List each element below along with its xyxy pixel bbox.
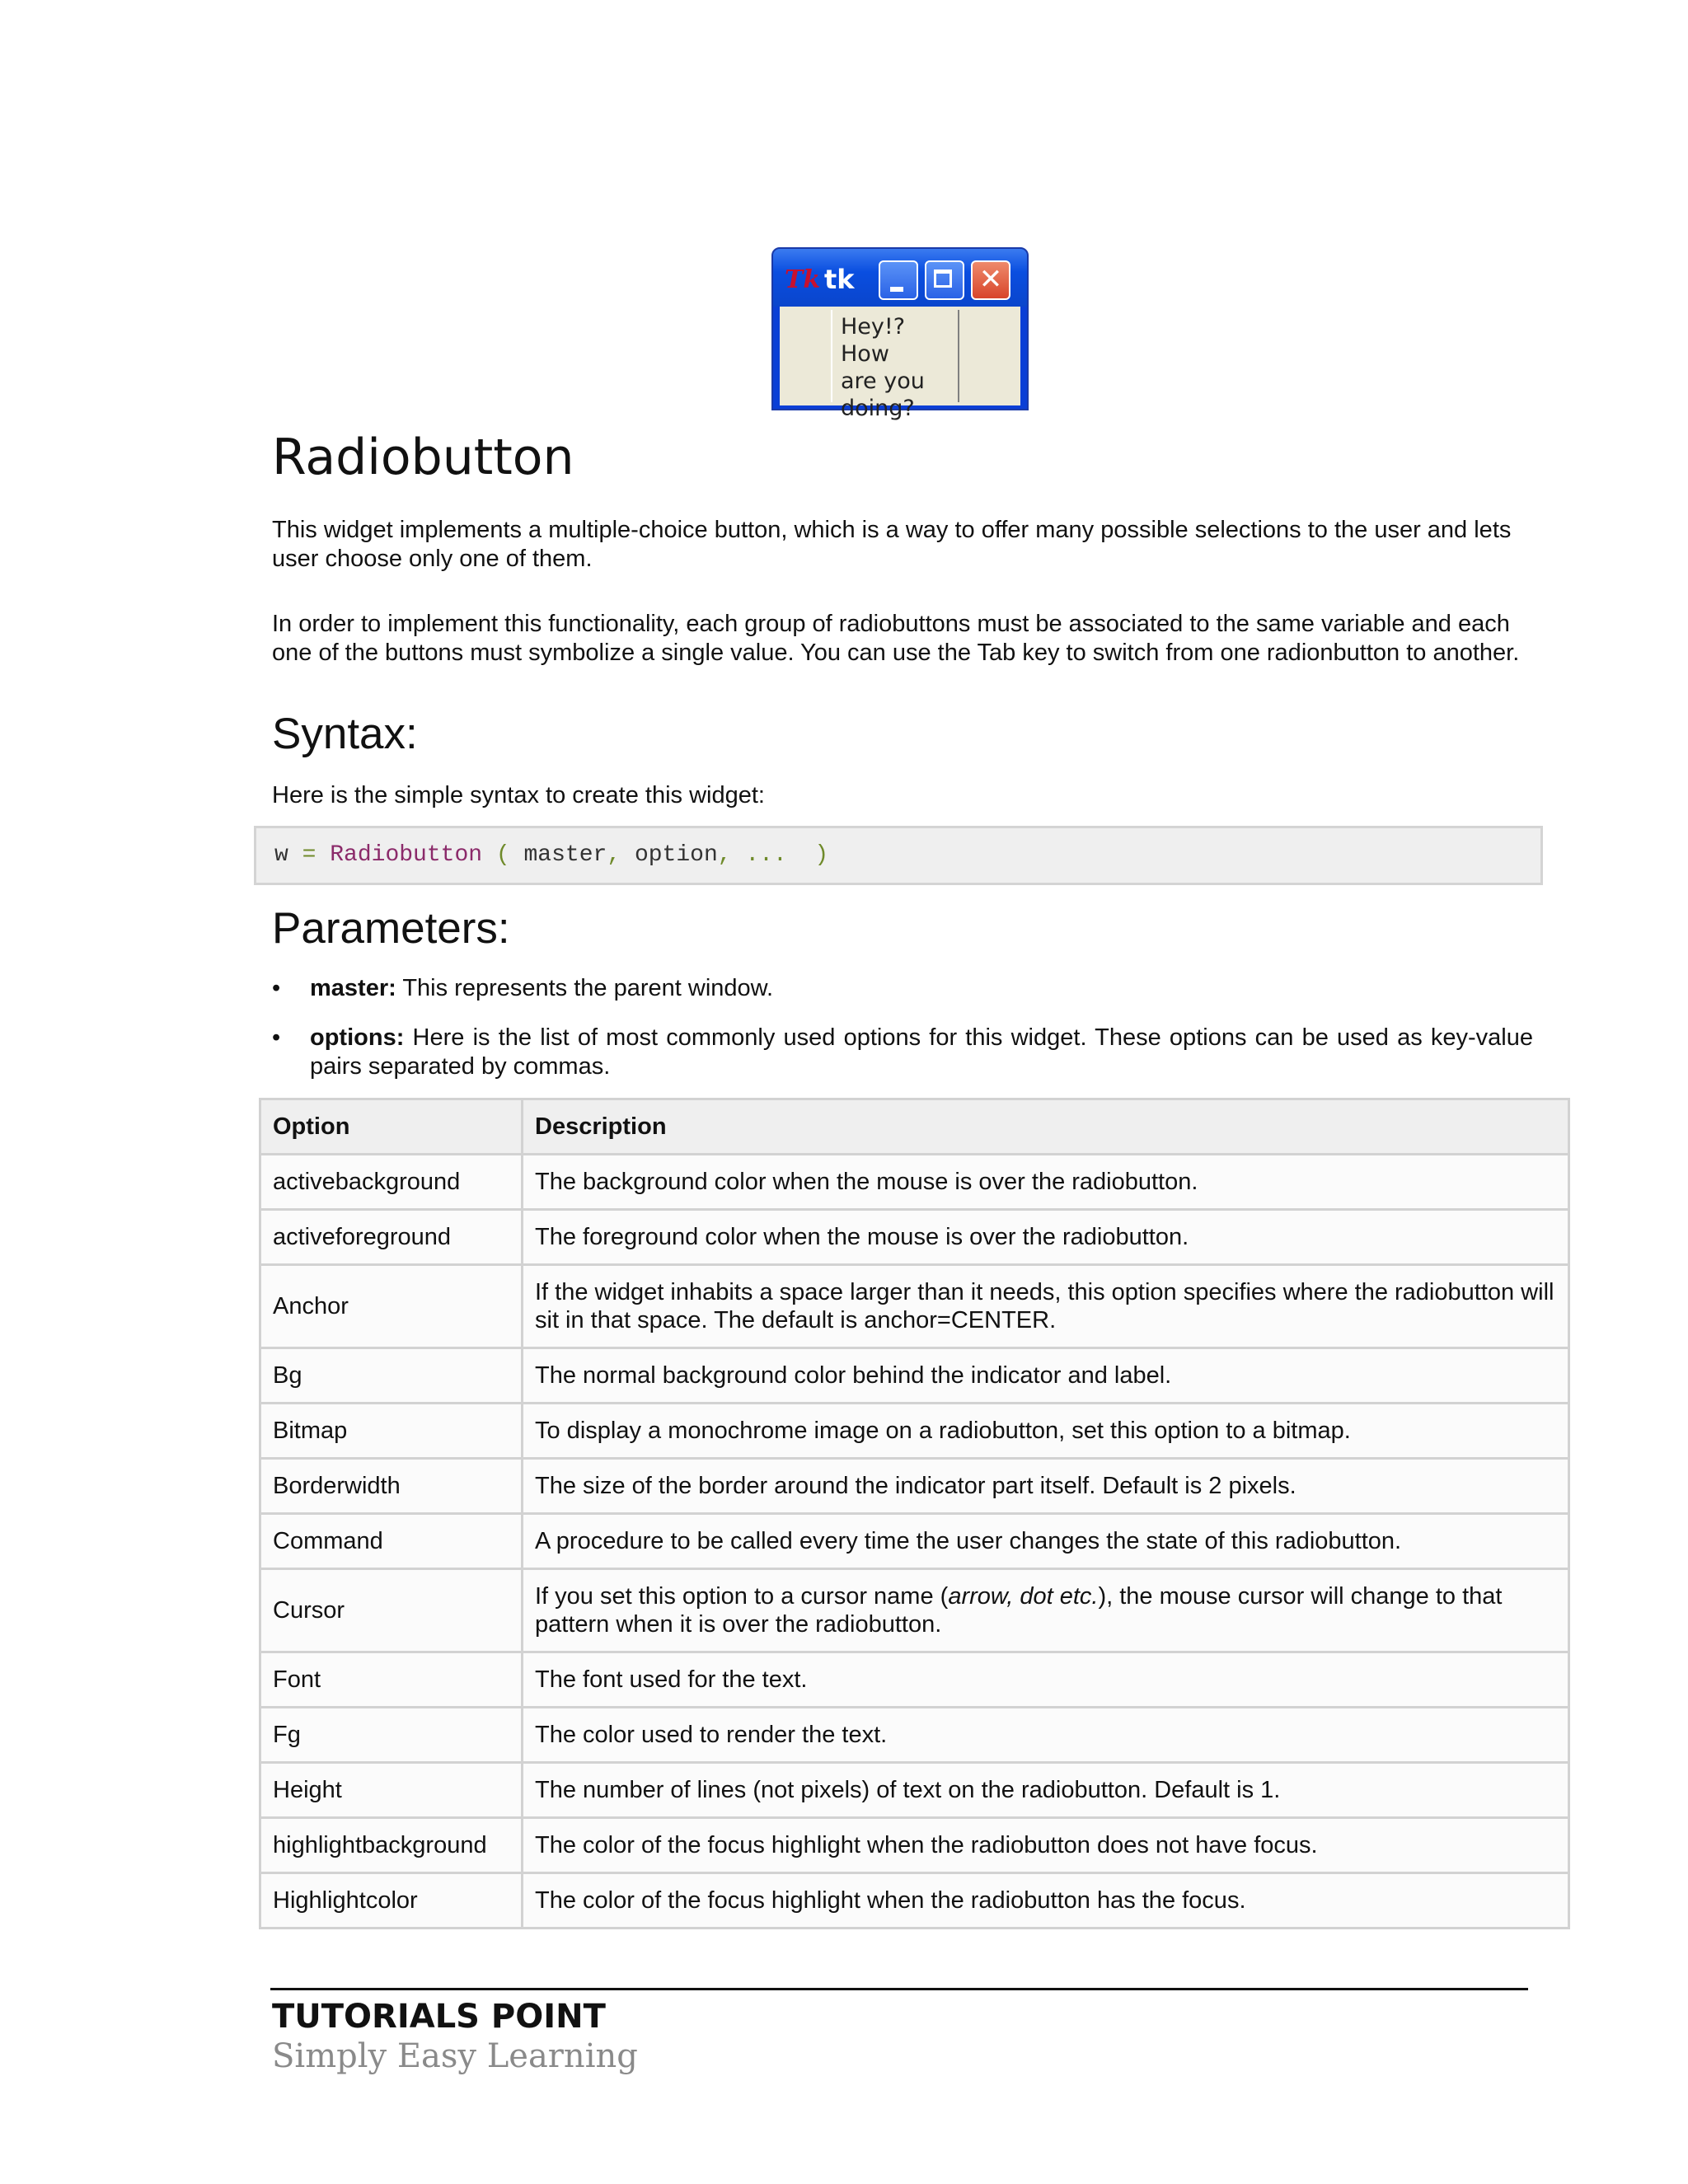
- option-name-cell: Cursor: [260, 1569, 523, 1652]
- option-description-cell: The color of the focus highlight when the radiobutton has the focus.: [523, 1873, 1569, 1929]
- code-token: =: [288, 842, 331, 868]
- table-header-row: [260, 1099, 1569, 1155]
- option-description-cell: The size of the border around the indicator part itself. Default is 2 pixels.: [523, 1459, 1569, 1514]
- option-description-cell: The color used to render the text.: [523, 1708, 1569, 1763]
- parameters-heading: Parameters:: [272, 904, 510, 953]
- code-block: [254, 826, 1543, 885]
- table-row: [260, 1404, 1569, 1459]
- option-name-cell: Height: [260, 1763, 523, 1818]
- option-description-cell: The normal background color behind the indicator and label.: [523, 1348, 1569, 1404]
- maximize-icon: [934, 269, 952, 288]
- option-name-cell: Command: [260, 1514, 523, 1569]
- bullet-term: options:: [310, 1024, 405, 1051]
- intro-paragraph-2: In order to implement this functionality, each group of radiobuttons must be associated to the same variable and each one of the buttons must symbolize a single value. You can use the Tab key to switch from one radionbutton to another.: [272, 611, 1520, 666]
- option-name-cell: Font: [260, 1652, 523, 1708]
- table-row: [260, 1265, 1569, 1348]
- tk-titlebar: [773, 249, 1027, 307]
- option-name-cell: activebackground: [260, 1155, 523, 1210]
- option-name-cell: activeforeground: [260, 1210, 523, 1265]
- option-description-cell: The background color when the mouse is over the radiobutton.: [523, 1155, 1569, 1210]
- code-token: Radiobutton: [330, 842, 483, 868]
- code-token: w: [274, 842, 288, 868]
- table-row: [260, 1873, 1569, 1929]
- list-item-text: [310, 1024, 1533, 1081]
- footer-brand: TUTORIALS POINT: [272, 1998, 606, 2036]
- table-row: [260, 1708, 1569, 1763]
- table-row: [260, 1210, 1569, 1265]
- option-description-cell: The foreground color when the mouse is over the radiobutton.: [523, 1210, 1569, 1265]
- table-row: [260, 1155, 1569, 1210]
- tk-message-text: Hey!? How are you doing?: [831, 310, 959, 402]
- options-table: [259, 1098, 1570, 1929]
- bullet-term: master:: [310, 975, 396, 1001]
- code-token: ,: [717, 842, 732, 868]
- tk-logo-icon: Tk: [785, 265, 821, 294]
- list-item-text: [310, 974, 1533, 1003]
- bullet-description: This represents the parent window.: [396, 975, 774, 1001]
- cursor-desc-before: If you set this option to a cursor name (: [535, 1583, 949, 1610]
- intro-paragraph-1: This widget implements a multiple-choice button, which is a way to offer many possible selections to the user and lets user choose only one of them.: [272, 517, 1512, 572]
- table-row: [260, 1818, 1569, 1873]
- table-row: [260, 1569, 1569, 1652]
- bullet-icon: •: [272, 975, 281, 1001]
- code-token: option: [621, 842, 718, 868]
- table-row: [260, 1459, 1569, 1514]
- syntax-heading: Syntax:: [272, 710, 418, 758]
- option-description-cell: If the widget inhabits a space larger than it needs, this option specifies where the radiobutton will sit in that space. The default is anchor=CENTER.: [523, 1265, 1569, 1348]
- code-token: ... ): [731, 842, 829, 868]
- table-row: [260, 1652, 1569, 1708]
- option-name-cell: Anchor: [260, 1265, 523, 1348]
- column-header-option: Option: [260, 1099, 523, 1155]
- code-token: master: [523, 842, 607, 868]
- syntax-lead-text: Here is the simple syntax to create this widget:: [272, 782, 765, 808]
- option-name-cell: Fg: [260, 1708, 523, 1763]
- option-name-cell: Borderwidth: [260, 1459, 523, 1514]
- minimize-button: [879, 260, 918, 300]
- footer-divider: [270, 1988, 1528, 1990]
- page-title: Radiobutton: [272, 429, 574, 486]
- option-name-cell: highlightbackground: [260, 1818, 523, 1873]
- column-header-description: Description: [523, 1099, 1569, 1155]
- option-name-cell: Bg: [260, 1348, 523, 1404]
- option-description-cell: To display a monochrome image on a radiobutton, set this option to a bitmap.: [523, 1404, 1569, 1459]
- bullet-icon: •: [272, 1024, 281, 1051]
- option-description-cell: The number of lines (not pixels) of text on the radiobutton. Default is 1.: [523, 1763, 1569, 1818]
- footer-tagline: Simply Easy Learning: [272, 2037, 638, 2075]
- cursor-desc-after: ), the mouse cursor will change to that pattern when it is over the radiobutton.: [535, 1583, 1503, 1638]
- code-token: (: [482, 842, 524, 868]
- option-description-cell: The font used for the text.: [523, 1652, 1569, 1708]
- option-description-cell: [523, 1569, 1569, 1652]
- option-description-cell: A procedure to be called every time the user changes the state of this radiobutton.: [523, 1514, 1569, 1569]
- tk-client-area: [780, 307, 1020, 421]
- table-row: [260, 1763, 1569, 1818]
- close-icon: ✕: [978, 263, 1003, 296]
- close-button: [971, 260, 1010, 300]
- option-name-cell: Highlightcolor: [260, 1873, 523, 1929]
- option-name-cell: Bitmap: [260, 1404, 523, 1459]
- code-token: ,: [607, 842, 621, 868]
- tk-window-title: tk: [824, 264, 855, 295]
- minimize-icon: [890, 287, 903, 292]
- option-description-cell: The color of the focus highlight when the radiobutton does not have focus.: [523, 1818, 1569, 1873]
- table-row: [260, 1348, 1569, 1404]
- cursor-desc-italic: arrow, dot etc.: [948, 1583, 1099, 1610]
- bullet-description: Here is the list of most commonly used options for this widget. These options can be used as key-value pairs separated by commas.: [310, 1024, 1533, 1080]
- maximize-button: [925, 260, 964, 300]
- table-row: [260, 1514, 1569, 1569]
- tk-window-screenshot: [771, 247, 1029, 421]
